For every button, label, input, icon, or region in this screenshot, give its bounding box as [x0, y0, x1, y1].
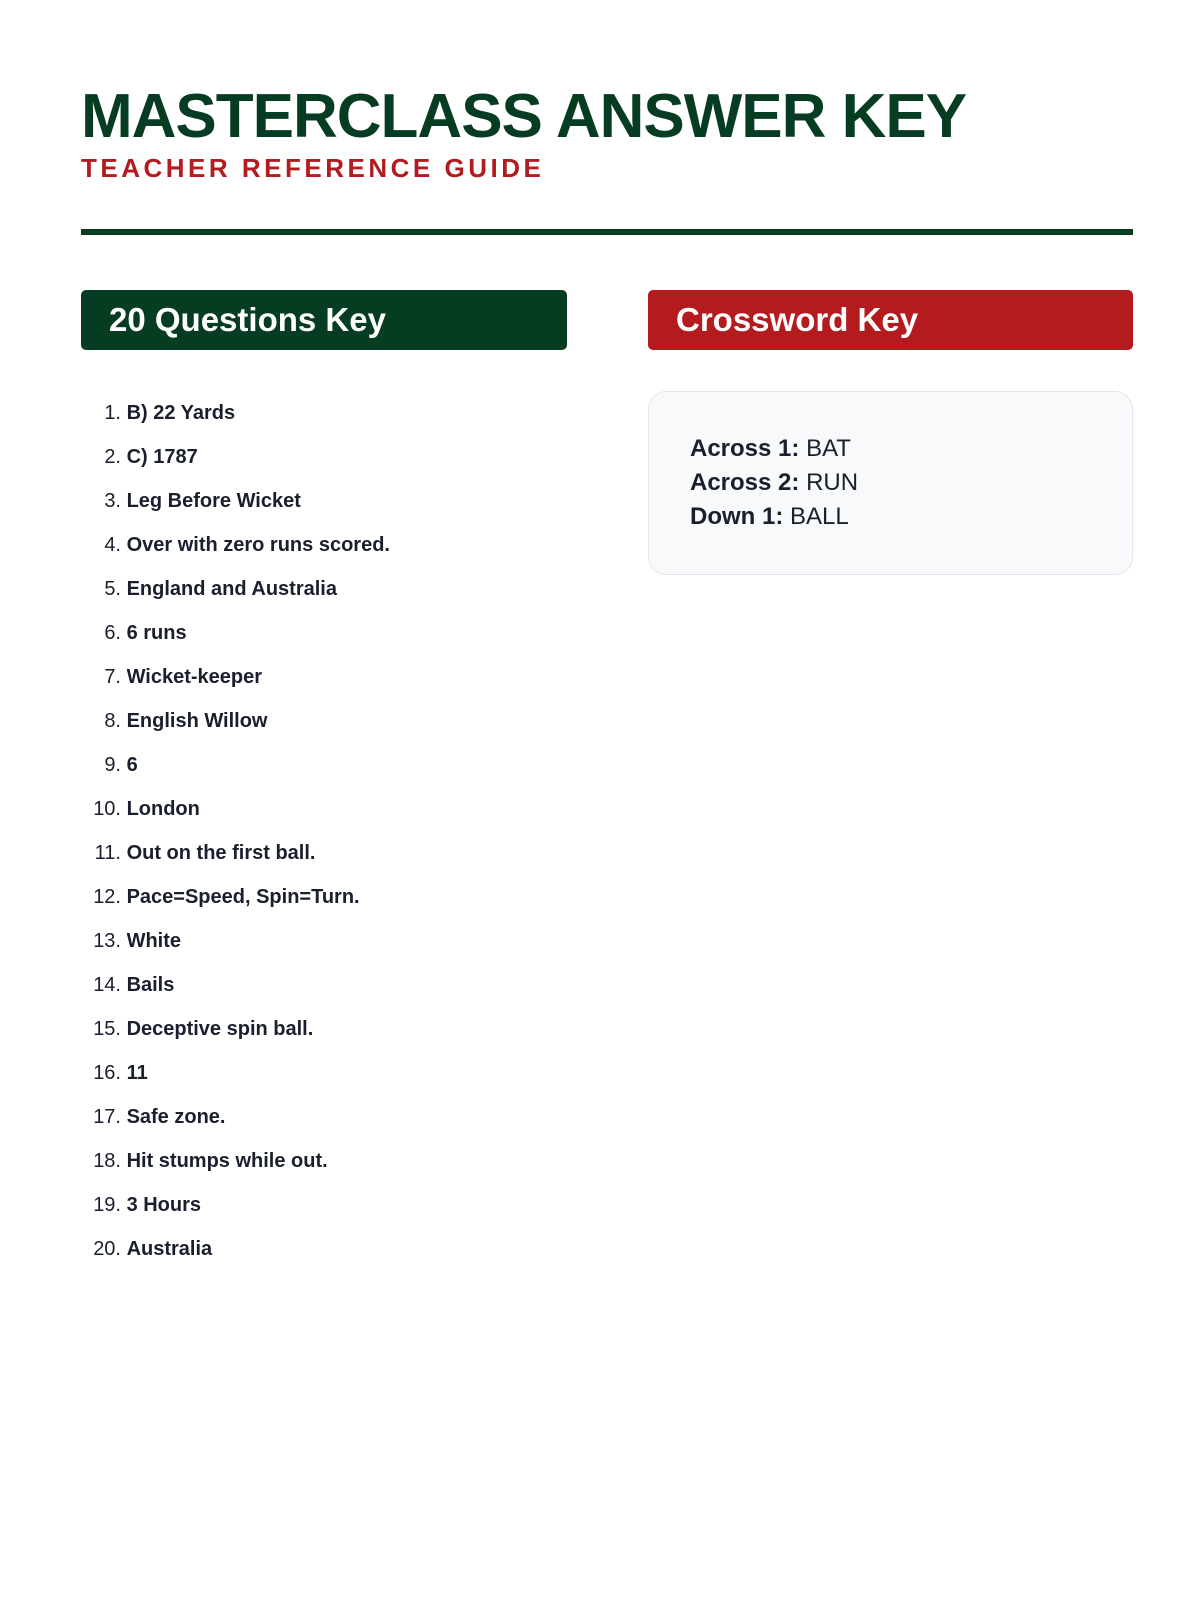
- crossword-entry: [690, 466, 1132, 500]
- questions-key-section: [81, 290, 567, 1260]
- answer-text: Out on the first ball.: [126, 841, 316, 864]
- header-divider: [81, 229, 1133, 235]
- answer-item: [81, 523, 390, 567]
- answer-item: [81, 1007, 390, 1051]
- crossword-entry: [690, 500, 1132, 534]
- answer-text: Hit stumps while out.: [126, 1149, 328, 1172]
- answer-number: 8.: [104, 709, 121, 732]
- answer-text: 6: [126, 753, 138, 776]
- answer-text: Australia: [126, 1237, 213, 1260]
- answer-text: C) 1787: [126, 445, 198, 468]
- crossword-entry-label: Down 1:: [690, 503, 784, 530]
- answer-list: [81, 391, 390, 1271]
- answer-number: 2.: [104, 445, 121, 468]
- answer-number: 15.: [93, 1017, 121, 1040]
- answer-item: [81, 699, 390, 743]
- answer-number: 17.: [93, 1105, 121, 1128]
- answer-text: 3 Hours: [126, 1193, 202, 1216]
- answer-number: 4.: [104, 533, 121, 556]
- crossword-entry-label: Across 1:: [690, 435, 800, 462]
- answer-text: Over with zero runs scored.: [126, 533, 390, 556]
- answer-text: 11: [126, 1061, 148, 1084]
- answer-text: White: [126, 929, 181, 952]
- answer-item: [81, 1095, 390, 1139]
- answer-number: 12.: [93, 885, 121, 908]
- answer-item: [81, 831, 390, 875]
- answer-item: [81, 743, 390, 787]
- answer-item: [81, 1139, 390, 1183]
- answer-text: Bails: [126, 973, 175, 996]
- crossword-entry-value: BAT: [806, 435, 851, 462]
- answer-text: England and Australia: [126, 577, 337, 600]
- answer-item: [81, 479, 390, 523]
- answer-item: [81, 919, 390, 963]
- answer-item: [81, 787, 390, 831]
- answer-number: 16.: [93, 1061, 121, 1084]
- answer-text: B) 22 Yards: [126, 401, 236, 424]
- answer-text: Deceptive spin ball.: [126, 1017, 314, 1040]
- answer-number: 19.: [93, 1193, 121, 1216]
- questions-key-heading: 20 Questions Key: [81, 290, 567, 350]
- crossword-entry-value: RUN: [806, 469, 859, 496]
- answer-number: 5.: [104, 577, 121, 600]
- answer-item: [81, 435, 390, 479]
- answer-number: 6.: [104, 621, 121, 644]
- answer-item: [81, 567, 390, 611]
- answer-text: Pace=Speed, Spin=Turn.: [126, 885, 360, 908]
- answer-text: English Willow: [126, 709, 268, 732]
- answer-item: [81, 963, 390, 1007]
- answer-text: London: [126, 797, 200, 820]
- answer-number: 20.: [93, 1237, 121, 1260]
- answer-item: [81, 1227, 390, 1271]
- crossword-card: [648, 391, 1133, 575]
- answer-text: Wicket-keeper: [126, 665, 263, 688]
- answer-item: [81, 1183, 390, 1227]
- answer-text: Leg Before Wicket: [126, 489, 301, 512]
- answer-item: [81, 391, 390, 435]
- answer-item: [81, 655, 390, 699]
- answer-text: 6 runs: [126, 621, 187, 644]
- answer-number: 13.: [93, 929, 121, 952]
- answer-item: [81, 875, 390, 919]
- answer-number: 7.: [104, 665, 121, 688]
- answer-number: 9.: [104, 753, 121, 776]
- crossword-entry-label: Across 2:: [690, 469, 800, 496]
- page-title: MASTERCLASS ANSWER KEY: [81, 82, 967, 151]
- answer-number: 10.: [93, 797, 121, 820]
- answer-number: 11.: [94, 841, 121, 864]
- crossword-key-heading: Crossword Key: [648, 290, 1133, 350]
- crossword-entry-value: BALL: [790, 503, 849, 530]
- answer-number: 1.: [104, 401, 121, 424]
- crossword-key-section: [648, 290, 1133, 530]
- answer-number: 14.: [93, 973, 121, 996]
- crossword-entry: [690, 432, 1132, 466]
- page-subtitle: TEACHER REFERENCE GUIDE: [81, 153, 545, 183]
- answer-number: 18.: [93, 1149, 121, 1172]
- answer-text: Safe zone.: [126, 1105, 226, 1128]
- answer-item: [81, 611, 390, 655]
- answer-item: [81, 1051, 390, 1095]
- answer-number: 3.: [104, 489, 121, 512]
